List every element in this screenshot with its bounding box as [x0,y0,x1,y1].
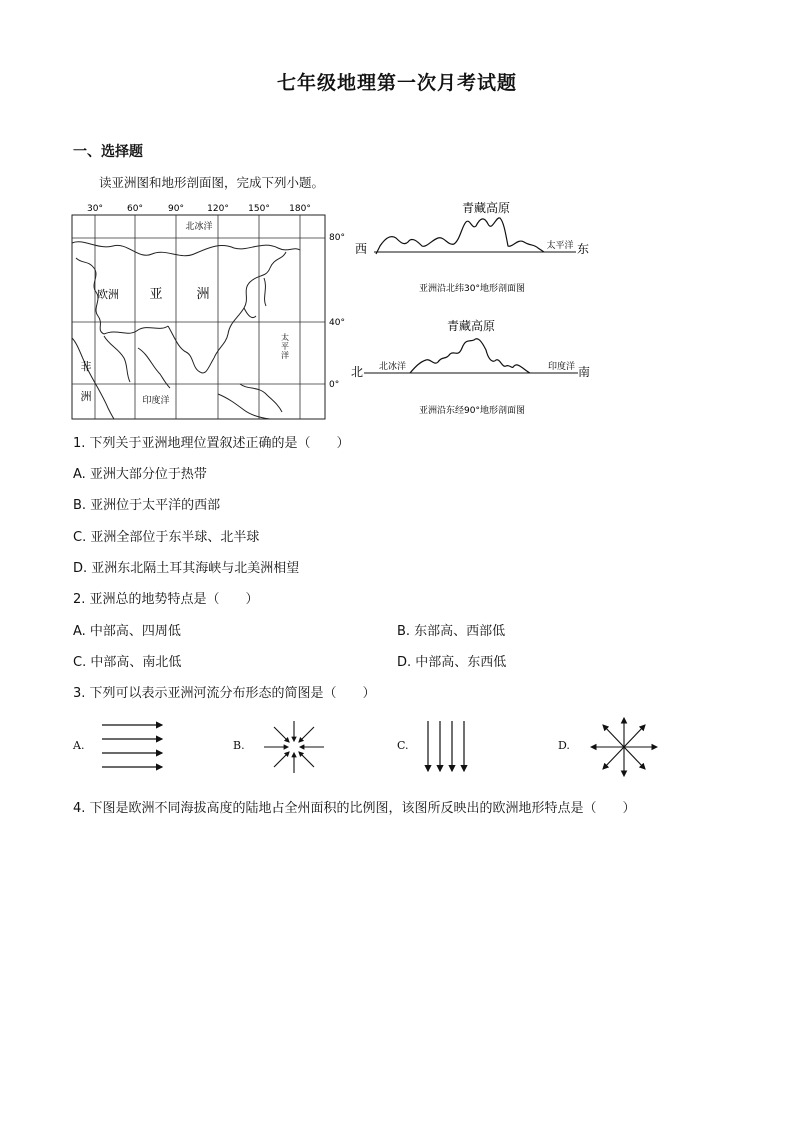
label-europe: 欧洲 [97,288,119,301]
question-1-option-b[interactable]: B. 亚洲位于太平洋的西部 [73,498,221,513]
lat-label-40: 40° [329,318,345,328]
question-2-stem: 2. 亚洲总的地势特点是（ ） [73,592,259,607]
profile1-west: 西 [355,242,368,256]
lon-label-90: 90° [168,204,184,214]
label-pacific-1: 太 [281,333,289,342]
question-3-stem: 3. 下列可以表示亚洲河流分布形态的简图是（ ） [73,686,376,701]
question-2-option-c[interactable]: C. 中部高、南北低 [73,655,182,670]
question-1-option-d[interactable]: D. 亚洲东北隔土耳其海峡与北美洲相望 [73,561,300,576]
page-title: 七年级地理第一次月考试题 [276,72,517,94]
label-pacific-2: 平 [281,342,289,351]
profile1-terrain [376,218,544,254]
question-2-option-a[interactable]: A. 中部高、四周低 [73,624,181,639]
map-grid [72,215,325,419]
label-africa-1: 非 [80,360,92,373]
lat-label-80: 80° [329,233,345,243]
question-2-option-b[interactable]: B. 东部高、西部低 [397,624,506,639]
profile1-caption: 亚洲沿北纬30°地形剖面图 [419,284,525,294]
profile-90e [348,316,596,420]
radiating-arrows-icon[interactable] [588,715,660,779]
section-title: 一、选择题 [73,144,143,160]
coastlines [72,242,300,419]
lon-label-30: 30° [87,204,103,214]
question-1-option-a[interactable]: A. 亚洲大部分位于热带 [73,467,207,482]
label-asia-2: 洲 [196,287,210,302]
lon-label-60: 60° [127,204,143,214]
profile2-peak-label: 青藏高原 [446,319,496,333]
label-arctic-ocean: 北冰洋 [185,222,213,232]
question-2-option-d[interactable]: D. 中部高、东西低 [397,655,507,670]
asia-map [68,198,358,424]
converging-arrows-icon[interactable] [262,719,326,775]
profile2-terrain [410,339,530,373]
profile2-north: 北 [351,365,364,379]
profile2-south: 南 [578,365,591,379]
question-3-option-d[interactable]: D. [558,739,570,752]
map-frame [72,215,325,419]
question-1-stem: 1. 下列关于亚洲地理位置叙述正确的是（ ） [73,436,350,451]
profile1-east: 东 [577,242,590,256]
question-3-option-c[interactable]: C. [397,739,409,752]
label-pacific-3: 洋 [281,351,289,360]
parallel-arrows-right-icon[interactable] [98,719,168,775]
label-indian-ocean: 印度洋 [142,396,170,406]
profile1-peak-label: 青藏高原 [461,201,511,215]
profile2-left-ocean: 北冰洋 [379,362,407,372]
profile-30n [348,196,596,298]
label-asia-1: 亚 [149,287,163,302]
question-3-option-b[interactable]: B. [233,739,245,752]
profile2-caption: 亚洲沿东经90°地形剖面图 [419,406,525,416]
lon-label-180: 180° [289,204,311,214]
question-3-option-a[interactable]: A. [73,739,85,752]
question-4-stem: 4. 下图是欧洲不同海拔高度的陆地占全州面积的比例图，该图所反映出的欧洲地形特点是（ ） [73,801,636,816]
lon-label-150: 150° [248,204,270,214]
label-africa-2: 洲 [80,390,92,403]
parallel-arrows-down-icon[interactable] [422,717,472,777]
question-1-option-c[interactable]: C. 亚洲全部位于东半球、北半球 [73,530,260,545]
profile2-right-ocean: 印度洋 [548,362,576,372]
intro-text: 读亚洲图和地形剖面图，完成下列小题。 [99,175,325,190]
lat-label-0: 0° [329,380,340,390]
lon-label-120: 120° [207,204,229,214]
profile1-ocean: 太平洋 [546,241,574,251]
